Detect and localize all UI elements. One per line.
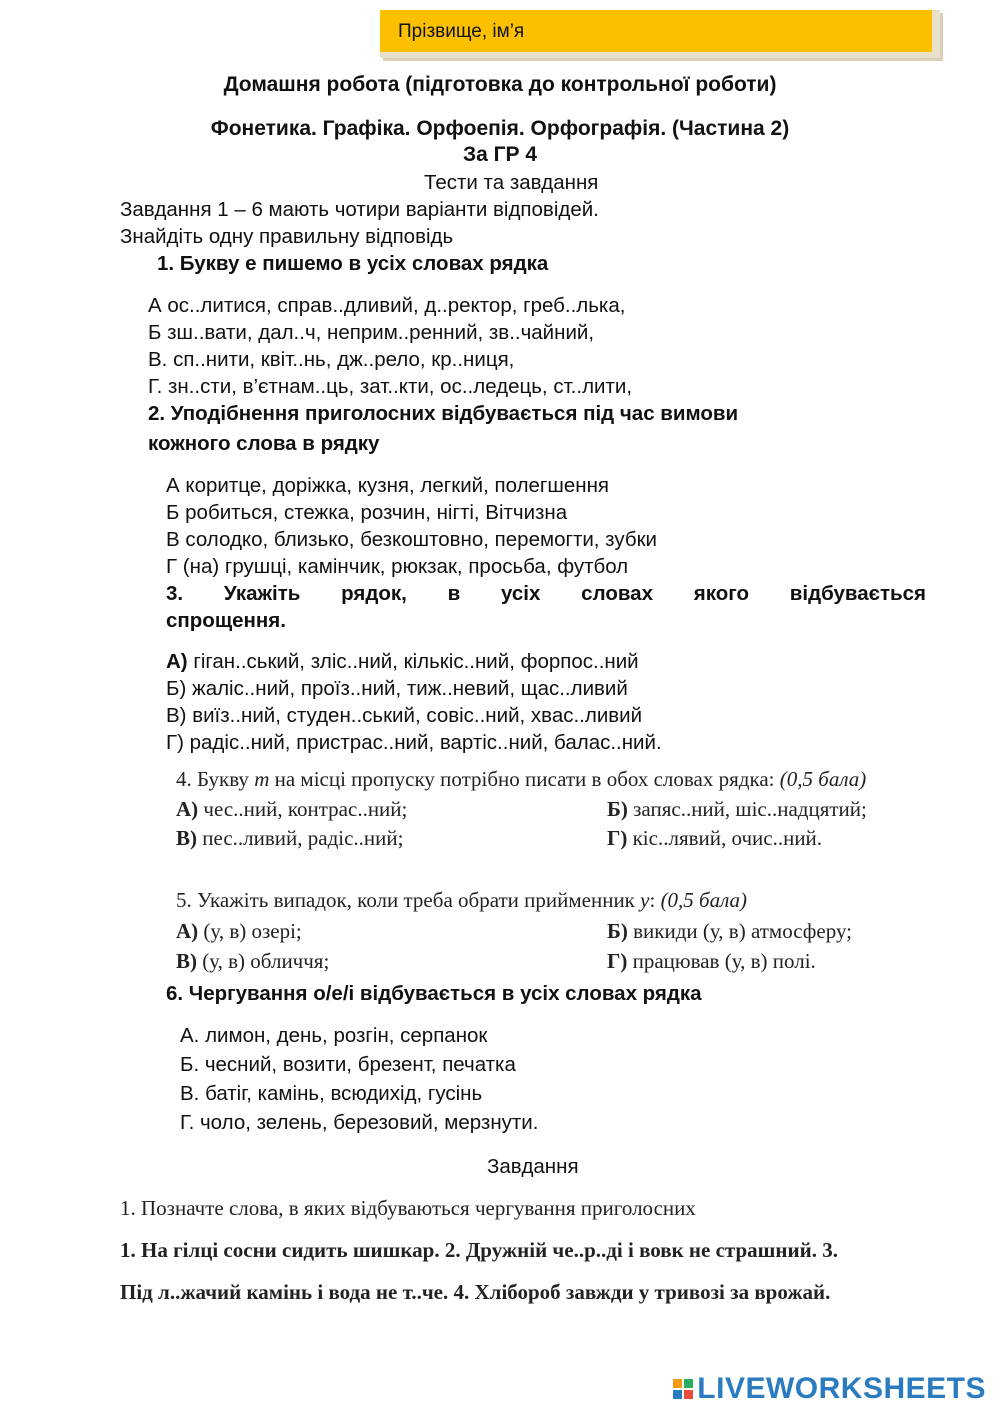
tasks-heading: Завдання	[487, 1155, 579, 1178]
name-field[interactable]	[380, 10, 940, 58]
question-2-option: Б робиться, стежка, розчин, нігті, Вітчизна	[166, 501, 568, 524]
question-2-title: кожного слова в рядку	[148, 432, 380, 455]
question-3-option: Б) жаліс..ний, проїз..ний, тиж..невий, щас..ливий	[166, 677, 628, 700]
question-4-option: В) пес..ливий, радіс..ний;	[176, 826, 404, 850]
question-4-option: А) чес..ний, контрас..ний;	[176, 797, 408, 821]
question-1-title: 1. Букву е пишемо в усіх словах рядка	[157, 252, 549, 275]
question-3-option: Г) радіс..ний, пристрас..ний, вартіс..ний, балас..ний.	[166, 731, 662, 754]
question-6-title: 6. Чергування о/е/і відбувається в усіх словах рядка	[166, 982, 702, 1005]
instruction-line: Завдання 1 – 6 мають чотири варіанти відповідей.	[120, 198, 599, 221]
question-1-option: А ос..литися, справ..дливий, д..ректор, греб..лька,	[148, 294, 626, 317]
question-2-title: 2. Уподібнення приголосних відбувається під час вимови	[148, 402, 739, 425]
question-5-option: Г) працював (у, в) полі.	[607, 949, 816, 973]
task-1-text: Під л..жачий камінь і вода не т..че. 4. Хлібороб завжди у тривозі за врожай.	[120, 1280, 831, 1304]
question-6-option: А. лимон, день, розгін, серпанок	[180, 1024, 488, 1047]
name-field-label: Прізвище, ім’я	[398, 21, 525, 42]
question-5-option: В) (у, в) обличчя;	[176, 949, 330, 973]
question-5-option: А) (у, в) озері;	[176, 919, 302, 943]
question-2-option: Г (на) грушці, камінчик, рюкзак, просьба, футбол	[166, 555, 629, 578]
question-3-option: В) виїз..ний, студен..ський, совіс..ний, хвас..ливий	[166, 704, 643, 727]
question-4-title: 4. Букву т на місці пропуску потрібно писати в обох словах рядка: (0,5 бала)	[176, 767, 867, 791]
question-3-title: спрощення.	[166, 609, 286, 632]
page-subtitle: Фонетика. Графіка. Орфоепія. Орфографія. (Частина 2)	[210, 117, 790, 140]
question-3-option: А) гіган..ський, зліс..ний, кількіс..ний, форпос..ний	[166, 650, 639, 673]
task-1-instruction: 1. Позначте слова, в яких відбуваються чергування приголосних	[120, 1196, 696, 1220]
question-1-option: Г. зн..сти, в’єтнам..ць, зат..кти, ос..ледець, ст..лити,	[148, 375, 633, 398]
question-1-option: В. сп..нити, квіт..нь, дж..рело, кр..ниця,	[148, 348, 515, 371]
question-4-option: Г) кіс..лявий, очис..ний.	[607, 826, 823, 850]
page-title: Домашня робота (підготовка до контрольної роботи)	[223, 73, 777, 96]
question-6-option: Г. чоло, зелень, березовий, мерзнути.	[180, 1111, 539, 1134]
question-6-option: В. батіг, камінь, всюдихід, гусінь	[180, 1082, 483, 1105]
task-1-text: 1. На гілці сосни сидить шишкар. 2. Дружній че..р..ді і вовк не страшний. 3.	[120, 1238, 838, 1262]
question-4-option: Б) запяс..ний, шіс..надцятий;	[607, 797, 867, 821]
logo-squares-icon	[673, 1379, 693, 1399]
section-label: Тести та завдання	[424, 171, 599, 194]
instruction-line: Знайдіть одну правильну відповідь	[120, 225, 454, 248]
question-2-option: В солодко, близько, безкоштовно, перемогти, зубки	[166, 528, 657, 551]
question-3-title: 3. Укажіть рядок, в усіх словах якого відбувається	[166, 582, 926, 605]
liveworksheets-logo: LIVEWORKSHEETS	[673, 1372, 986, 1406]
question-5-title: 5. Укажіть випадок, коли треба обрати прийменник у: (0,5 бала)	[176, 888, 748, 912]
question-1-option: Б зш..вати, дал..ч, неприм..ренний, зв..чайний,	[148, 321, 595, 344]
question-5-option: Б) викиди (у, в) атмосферу;	[607, 919, 853, 943]
group-label: За ГР 4	[462, 143, 538, 166]
question-2-option: А коритце, доріжка, кузня, легкий, полегшення	[166, 474, 610, 497]
question-6-option: Б. чесний, возити, брезент, печатка	[180, 1053, 516, 1076]
